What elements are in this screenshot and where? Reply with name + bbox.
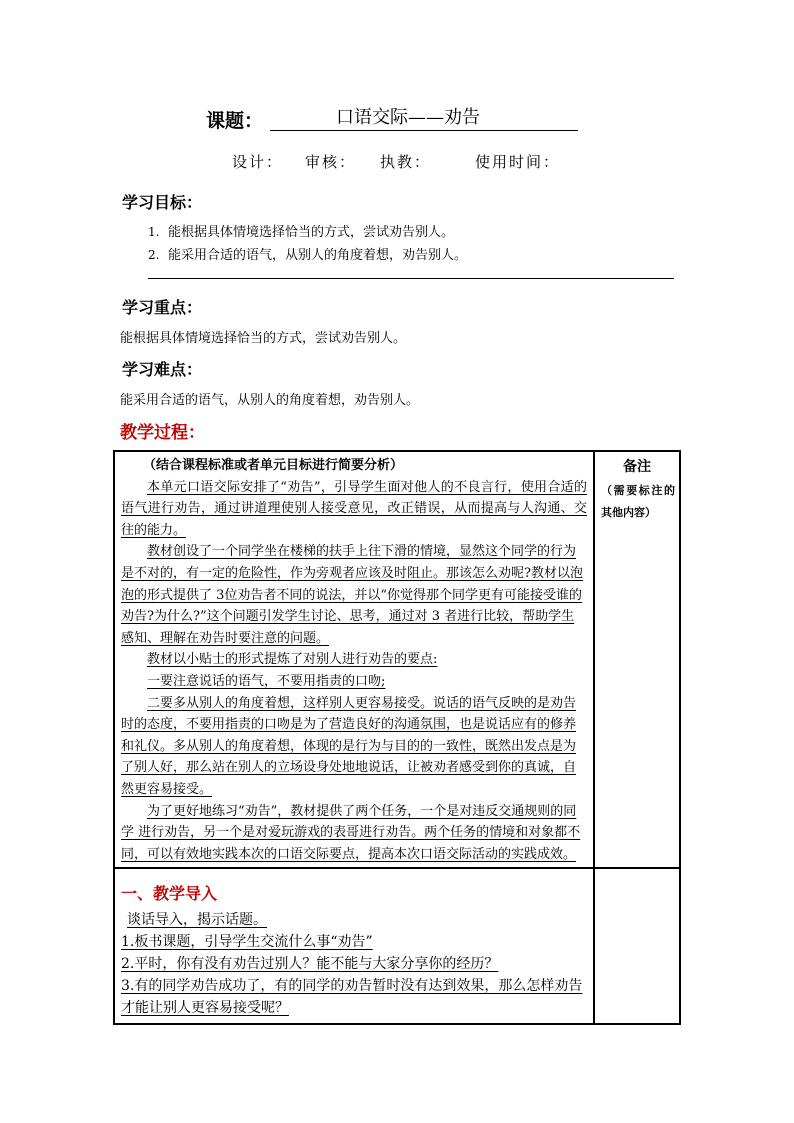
remark-cell [594,451,680,868]
remark-cell-empty [594,868,680,1024]
intro-line: 2.平时，你有没有劝告过别人？能不能与大家分享你的经历？ [121,956,499,973]
difficulty-text: 能采用合适的语气，从别人的角度着想，劝告别人。 [120,393,420,408]
goals-list [148,221,467,267]
use-time-label: 使用时间： [475,153,561,171]
lesson-title: 口语交际——劝告 [270,107,578,131]
analysis-paragraph: 二要多从别人的角度着想，这样别人更容易接受。说话的语气反映的是劝告时的态度，不要用指责的口吻是为了营造良好的沟通氛围，也是说话应有的修养和礼仪。多从别人的角度着想，体现的是行为与目的的一致性，既然出发点是为了别人好，那么站在别人的立场设身处地地说话，让被劝者感受到你的真诚，自然更容易接受。 [121,695,577,797]
key-point-heading: 学习重点： [122,298,203,317]
teacher-label: 执教： [380,153,432,171]
goals-heading: 学习目标： [122,193,203,212]
analysis-paragraph: 为了更好地练习“劝告”，教材提供了两个任务，一个是对违反交通规则的同学 进行劝告，另一个是对爱玩游戏的表哥进行劝告。两个任务的情境和对象都不同，可以有效地实践本次的口语交际要点，提高本次口语交际活动的实践成效。 [121,803,581,862]
goal-item: 2. 能采用合适的语气，从别人的角度着想，劝告别人。 [148,248,468,263]
lesson-table [113,450,681,1025]
section1-cell [114,868,594,1024]
intro-line: 谈话导入，揭示话题。 [127,912,267,929]
difficulty-heading: 学习难点： [122,360,203,379]
analysis-paragraph: 本单元口语交际安排了“劝告”，引导学生面对他人的不良言行，使用合适的语气进行劝告，通过讲道理使别人接受意见，改正错误，从而提高与人沟通、交往的能力。 [121,479,587,538]
divider [148,278,674,279]
analysis-paragraph: 一要注意说话的语气，不要用指责的口吻; [147,673,386,689]
analysis-paragraph: 教材创设了一个同学坐在楼梯的扶手上往下滑的情境，显然这个同学的行为是不对的，有一定的危险性，作为旁观者应该及时阻止。那该怎么劝呢?教材以泡泡的形式提供了 3位劝告者不同的说法，并以“你觉得那个同学更有可能接受谁的劝告?为什么?”这个问题引发学生讨论、思考，通过对 3 者进行比较，帮助学生感知、理解在劝告时要注意的问题。 [121,544,583,646]
analysis-heading: （结合课程标准或者单元目标进行简要分析） [143,458,404,473]
intro-line: 3.有的同学劝告成功了，有的同学的劝告暂时没有达到效果，那么怎样劝告才能让别人更容易接受呢？ [121,978,583,1017]
lesson-title-label: 课题： [206,110,264,132]
key-point-text: 能根据具体情境选择恰当的方式，尝试劝告别人。 [120,331,407,346]
section1-heading: 一、教学导入 [121,884,218,904]
meta-row [232,151,560,172]
lesson-title-row [0,106,794,132]
goal-item: 1. 能根据具体情境选择恰当的方式，尝试劝告别人。 [148,225,455,240]
remark-note: （需要标注的其他内容） [601,484,675,519]
reviewer-label: 审核： [305,153,357,171]
remark-title: 备注 [623,459,651,475]
designer-label: 设计： [232,153,284,171]
intro-line: 1.板书课题，引导学生交流什么事“劝告” [121,934,373,951]
analysis-paragraph: 教材以小贴士的形式提炼了对别人进行劝告的要点: [147,652,438,668]
analysis-cell [114,451,594,868]
process-heading: 教学过程： [120,423,205,443]
